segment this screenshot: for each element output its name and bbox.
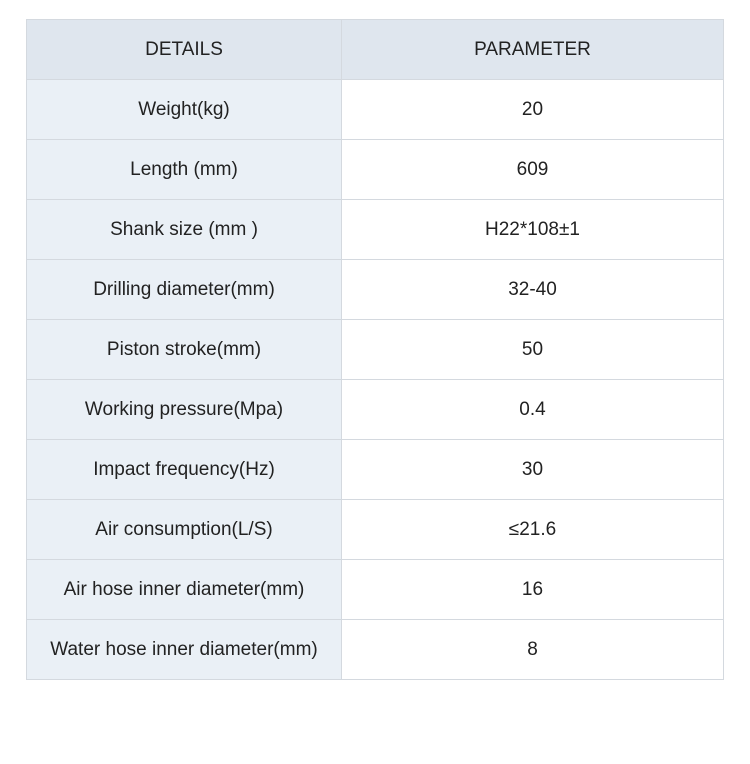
detail-cell: Air consumption(L/S) <box>27 500 342 560</box>
parameter-cell: H22*108±1 <box>342 200 724 260</box>
detail-cell: Drilling diameter(mm) <box>27 260 342 320</box>
parameter-cell: 609 <box>342 140 724 200</box>
header-parameter: PARAMETER <box>342 20 724 80</box>
parameter-cell: ≤21.6 <box>342 500 724 560</box>
parameter-cell: 20 <box>342 80 724 140</box>
table-row <box>27 620 724 680</box>
detail-cell: Piston stroke(mm) <box>27 320 342 380</box>
table-row <box>27 440 724 500</box>
parameter-cell: 8 <box>342 620 724 680</box>
detail-cell: Water hose inner diameter(mm) <box>27 620 342 680</box>
table-header-row <box>27 20 724 80</box>
table-row <box>27 380 724 440</box>
spec-table-container <box>26 19 724 680</box>
detail-cell: Air hose inner diameter(mm) <box>27 560 342 620</box>
header-details: DETAILS <box>27 20 342 80</box>
spec-table <box>26 19 724 680</box>
detail-cell: Shank size (mm ) <box>27 200 342 260</box>
parameter-cell: 30 <box>342 440 724 500</box>
table-row <box>27 260 724 320</box>
detail-cell: Working pressure(Mpa) <box>27 380 342 440</box>
parameter-cell: 32-40 <box>342 260 724 320</box>
table-row <box>27 500 724 560</box>
table-row <box>27 320 724 380</box>
parameter-cell: 50 <box>342 320 724 380</box>
detail-cell: Weight(kg) <box>27 80 342 140</box>
detail-cell: Length (mm) <box>27 140 342 200</box>
table-row <box>27 80 724 140</box>
detail-cell: Impact frequency(Hz) <box>27 440 342 500</box>
table-row <box>27 200 724 260</box>
table-row <box>27 560 724 620</box>
parameter-cell: 0.4 <box>342 380 724 440</box>
parameter-cell: 16 <box>342 560 724 620</box>
table-row <box>27 140 724 200</box>
